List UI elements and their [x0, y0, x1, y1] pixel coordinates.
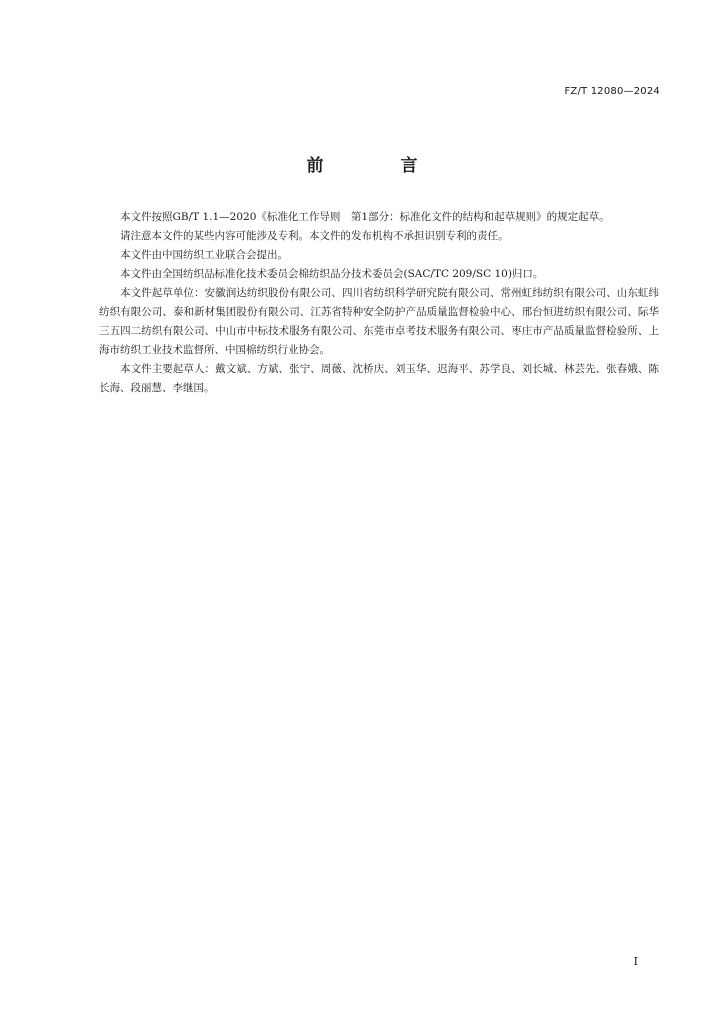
- paragraph-committee: 本文件由全国纺织品标准化技术委员会棉纺织品分技术委员会(SAC/TC 209/SC 10)归口。: [120, 268, 544, 280]
- paragraph-drafters: 本文件主要起草人：戴文斌、方斌、张宁、周薇、沈桥庆、刘玉华、迟海平、苏学良、刘长城、林芸先、张春娥、陈长海、段丽慧、李继国。: [99, 363, 659, 394]
- paragraph-drafting-units: 本文件起草单位：安徽润达纺织股份有限公司、四川省纺织科学研究院有限公司、常州虹纬纺织有限公司、山东虹纬纺织有限公司、泰和新材集团股份有限公司、江苏省特种安全防护产品质量监督检验中心、邢台恒进纺织有限公司、际华三五四二纺织有限公司、中山市中标技术服务有限公司、东莞市卓考技术服务有限公司、枣庄市产品质量监督检验所、上海市纺织工业技术监督所、中国棉纺织行业协会。: [99, 287, 659, 356]
- page-number: I: [633, 955, 638, 968]
- paragraph-drafting-rules: 本文件按照GB/T 1.1—2020《标准化工作导则 第1部分：标准化文件的结构和起草规则》的规定起草。: [120, 211, 610, 223]
- paragraph-patent-notice: 请注意本文件的某些内容可能涉及专利。本文件的发布机构不承担识别专利的责任。: [120, 230, 509, 242]
- foreword-body: [99, 208, 659, 398]
- page-title-text: 前 言: [306, 156, 448, 176]
- standard-code: FZ/T 12080—2024: [564, 86, 660, 97]
- paragraph-proposer: 本文件由中国纺织工业联合会提出。: [120, 249, 288, 261]
- page-title: [0, 151, 724, 176]
